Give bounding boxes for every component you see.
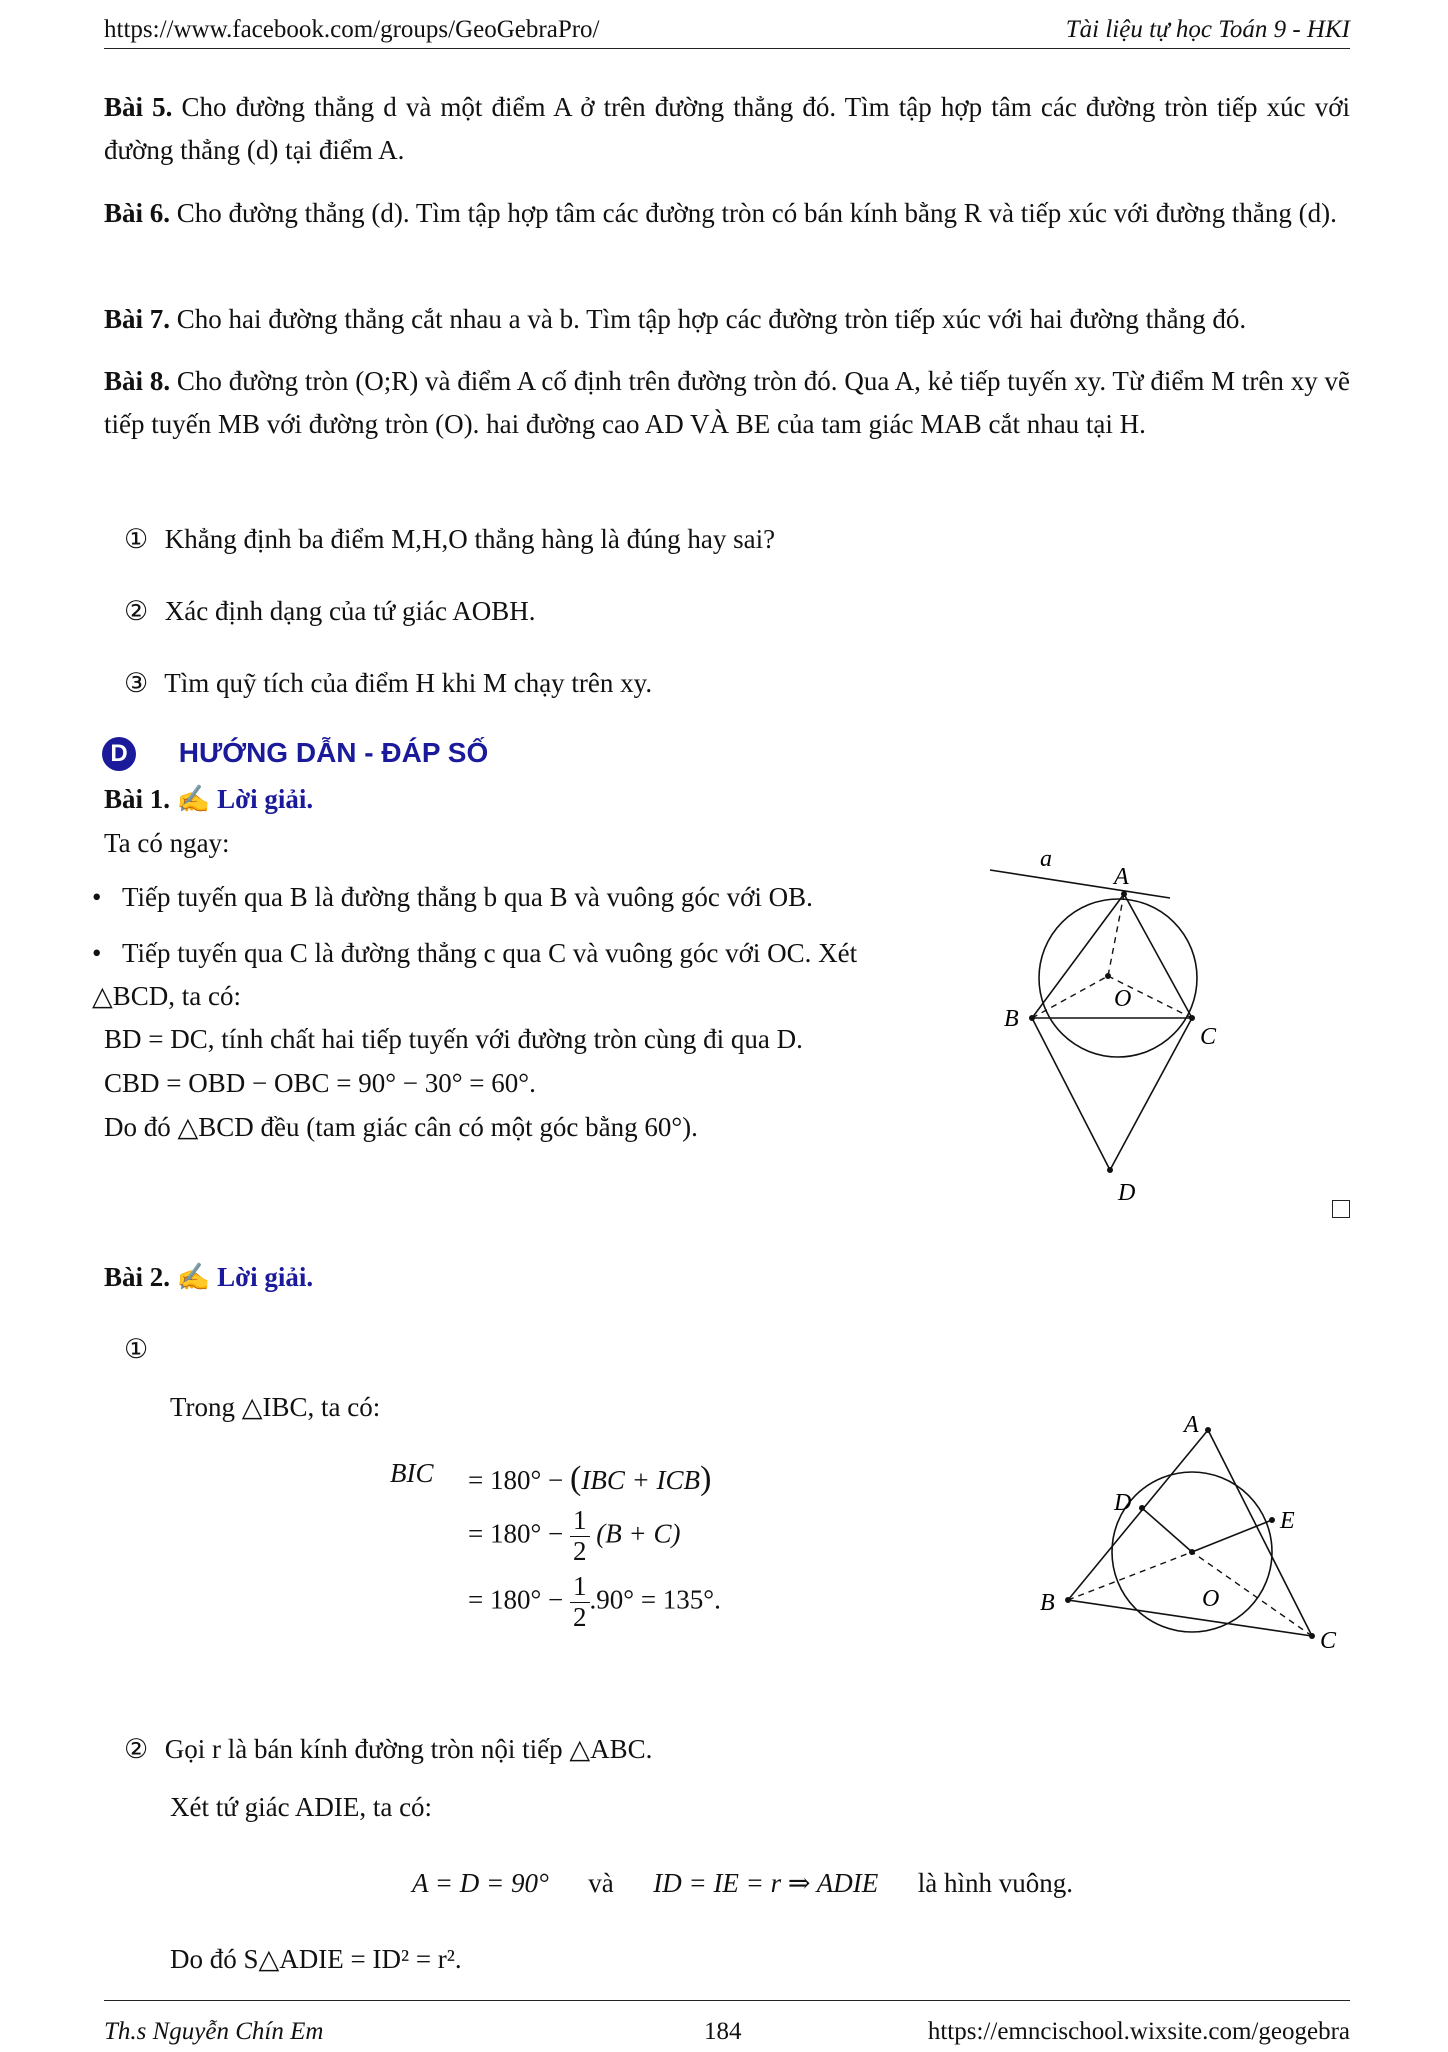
sol2-heading-text: ✍ Lời giải. xyxy=(176,1262,314,1292)
tangent-line-a xyxy=(990,870,1170,898)
label-d: D xyxy=(1114,1490,1132,1516)
item-number: ① xyxy=(124,524,149,554)
sol2-part2-text: Gọi r là bán kính đường tròn nội tiếp △ABC. xyxy=(164,1734,653,1764)
point-o xyxy=(1105,973,1111,979)
sol1-line-2: CBD = OBD − OBC = 90° − 30° = 60°. xyxy=(104,1068,536,1098)
sol1-label: Bài 1. xyxy=(104,784,171,814)
bai5-text: Cho đường thẳng d và một điểm A ở trên đường thẳng đó. Tìm tập hợp tâm các đường tròn tiếp xúc với đường thẳng (d) tại điểm A. xyxy=(104,92,1350,166)
eq3 xyxy=(468,1572,721,1632)
segment-ao xyxy=(1108,894,1124,976)
section-badge: D xyxy=(102,737,136,771)
eq3-b: .90° = 135°. xyxy=(589,1584,721,1615)
bai6-text: Cho đường thẳng (d). Tìm tập hợp tâm các đường tròn có bán kính bằng R và tiếp xúc với đường thẳng (d). xyxy=(176,198,1337,228)
triangle-abc xyxy=(1068,1430,1312,1636)
footer-rule xyxy=(104,2000,1350,2001)
circle-o xyxy=(1039,899,1197,1057)
eq2-frac-den: 2 xyxy=(573,1535,587,1566)
eq-connector: và xyxy=(588,1868,614,1898)
bullet-dot: • xyxy=(92,938,102,968)
section-title: HƯỚNG DẪN - ĐÁP SỐ xyxy=(178,737,489,769)
footer-url[interactable]: https://emncischool.wixsite.com/geogebra xyxy=(927,2018,1350,2045)
eq1-rhs: = 180° − (IBC + ICB) xyxy=(468,1460,712,1497)
eq1-rhs-a: = 180° − xyxy=(468,1465,564,1495)
section-heading xyxy=(102,730,488,776)
header-title: Tài liệu tự học Toán 9 - HKI xyxy=(1065,16,1350,43)
footer-author: Th.s Nguyễn Chín Em xyxy=(104,2018,324,2045)
item-number: ② xyxy=(124,596,149,626)
bai8-item-1 xyxy=(124,518,1324,561)
eq1-lhs: BIC xyxy=(390,1458,434,1488)
eq2-b: (B + C) xyxy=(596,1518,681,1549)
bai8-paragraph xyxy=(104,360,1350,446)
figure-bai2 xyxy=(1020,1410,1350,1660)
label-a-line: a xyxy=(1040,846,1052,872)
footer-page-number: 184 xyxy=(704,2018,742,2045)
point-i xyxy=(1189,1549,1195,1555)
item-text: Khẳng định ba điểm M,H,O thẳng hàng là đúng hay sai? xyxy=(164,524,776,554)
point-b xyxy=(1065,1597,1071,1603)
bai6-label: Bài 6. xyxy=(104,198,171,228)
point-a xyxy=(1121,891,1127,897)
item-text: Tìm quỹ tích của điểm H khi M chạy trên xy. xyxy=(164,668,653,698)
eq2-a: = 180° − xyxy=(468,1518,564,1549)
header-rule xyxy=(104,48,1350,49)
bullet-text: Tiếp tuyến qua B là đường thẳng b qua B và vuông góc với OB. xyxy=(122,882,813,912)
segment-ei xyxy=(1192,1520,1272,1552)
sol1-heading xyxy=(104,778,313,821)
point-d xyxy=(1139,1505,1145,1511)
item-number: ③ xyxy=(124,668,149,698)
eq1-rhs-b: IBC + ICB xyxy=(581,1465,701,1495)
tangent-cd xyxy=(1110,1018,1192,1170)
sol2-part2-equation xyxy=(412,1862,1172,1905)
point-d xyxy=(1107,1167,1113,1173)
label-d: D xyxy=(1118,1180,1136,1206)
bai8-label: Bài 8. xyxy=(104,366,171,396)
bai8-text: Cho đường tròn (O;R) và điểm A cố định trên đường tròn đó. Qua A, kẻ tiếp tuyến xy. Từ điểm M trên xy vẽ tiếp tuyến MB với đường tròn (O). hai đường cao AD VÀ BE của tam giác MAB cắt nhau tại H. xyxy=(104,366,1351,440)
label-e: E xyxy=(1280,1508,1295,1534)
eq-sides: ID = IE = r ⇒ ADIE xyxy=(653,1868,879,1898)
sol2-part2 xyxy=(124,1728,652,1771)
eq3-fraction xyxy=(570,1572,590,1632)
sol1-heading-text: ✍ Lời giải. xyxy=(176,784,314,814)
point-c xyxy=(1189,1015,1195,1021)
label-o: O xyxy=(1202,1586,1220,1612)
point-a xyxy=(1205,1427,1211,1433)
figure-bai1 xyxy=(970,830,1250,1220)
label-b: B xyxy=(1004,1006,1019,1032)
eq3-frac-den: 2 xyxy=(573,1601,587,1632)
sol1-bullet-2 xyxy=(92,932,932,1018)
triangle-abc xyxy=(1032,894,1192,1018)
label-a: A xyxy=(1114,864,1129,890)
sol1-bullet-1 xyxy=(92,876,912,919)
label-c: C xyxy=(1320,1628,1337,1654)
sol1-intro: Ta có ngay: xyxy=(104,828,230,858)
eq2-frac-num: 1 xyxy=(570,1506,590,1537)
header-url[interactable]: https://www.facebook.com/groups/GeoGebraPro/ xyxy=(104,16,600,43)
bai5-label: Bài 5. xyxy=(104,92,173,122)
sol2-part2-line2: Xét tứ giác ADIE, ta có: xyxy=(170,1792,433,1822)
label-b: B xyxy=(1040,1590,1055,1616)
label-a: A xyxy=(1184,1412,1199,1438)
segment-bo xyxy=(1032,976,1108,1018)
point-b xyxy=(1029,1015,1035,1021)
sol2-part1-intro: Trong △IBC, ta có: xyxy=(170,1392,381,1422)
item-text: Xác định dạng của tứ giác AOBH. xyxy=(164,596,536,626)
sol2-heading xyxy=(104,1256,313,1299)
eq3-a: = 180° − xyxy=(468,1584,564,1615)
point-e xyxy=(1269,1517,1275,1523)
sol2-part2-number: ② xyxy=(124,1734,149,1764)
eq3-frac-num: 1 xyxy=(570,1572,590,1603)
bai7-label: Bài 7. xyxy=(104,304,171,334)
sol1-line-3: Do đó △BCD đều (tam giác cân có một góc bằng 60°). xyxy=(104,1112,698,1142)
bai8-item-2 xyxy=(124,590,1324,633)
bullet-text: Tiếp tuyến qua C là đường thẳng c qua C và vuông góc với OC. Xét △BCD, ta có: xyxy=(92,938,858,1012)
eq2 xyxy=(468,1506,680,1566)
segment-bi xyxy=(1068,1552,1192,1600)
label-o: O xyxy=(1114,986,1132,1012)
bullet-dot: • xyxy=(92,882,102,912)
bai6-paragraph xyxy=(104,192,1350,235)
bai5-paragraph xyxy=(104,86,1350,172)
eq2-fraction xyxy=(570,1506,590,1566)
bai8-item-3 xyxy=(124,662,1324,705)
point-c xyxy=(1309,1633,1315,1639)
segment-di xyxy=(1142,1508,1192,1552)
bai7-text: Cho hai đường thẳng cắt nhau a và b. Tìm tập hợp các đường tròn tiếp xúc với hai đường thẳng đó. xyxy=(176,304,1247,334)
sol2-part1-number: ① xyxy=(124,1334,149,1364)
qed-square xyxy=(1332,1200,1350,1218)
sol1-line-1: BD = DC, tính chất hai tiếp tuyến với đường tròn cùng đi qua D. xyxy=(104,1024,803,1054)
label-c: C xyxy=(1200,1024,1217,1050)
sol2-part2-last: Do đó S△ADIE = ID² = r². xyxy=(170,1944,462,1974)
eq-conclusion: là hình vuông. xyxy=(917,1868,1074,1898)
bai7-paragraph xyxy=(104,298,1350,341)
sol2-label: Bài 2. xyxy=(104,1262,171,1292)
eq-angles: A = D = 90° xyxy=(412,1868,549,1898)
